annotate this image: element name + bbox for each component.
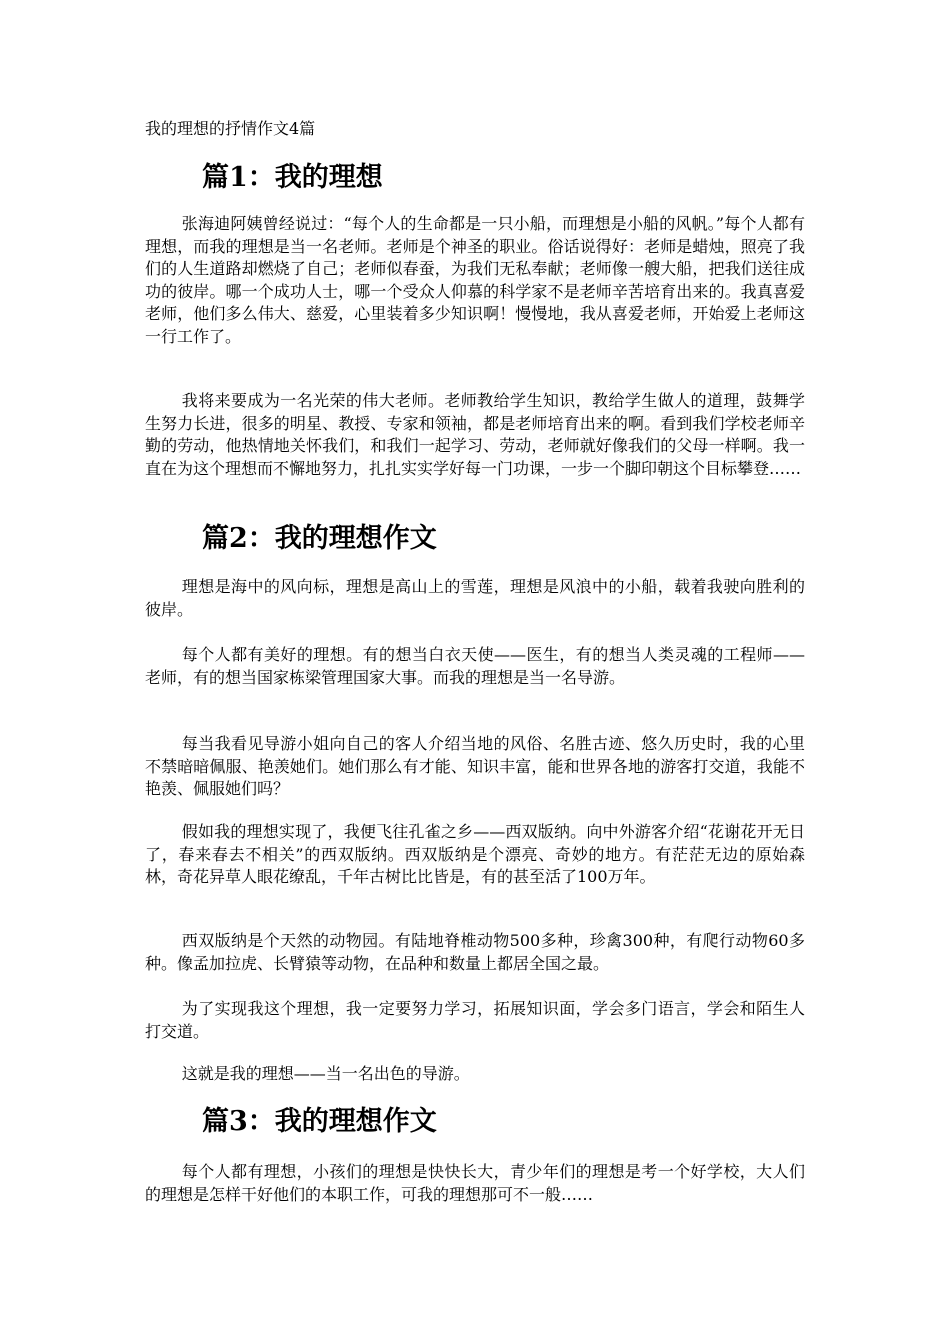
document-title: 我的理想的抒情作文4篇: [145, 119, 316, 138]
section-2-paragraph-7: 这就是我的理想——当一名出色的导游。: [181, 1064, 470, 1083]
section-3-paragraph-1: 每个人都有理想，小孩们的理想是快快长大，青少年们的理想是考一个好学校，大人们的理想是怎样干好他们的本职工作，可我的理想那可不一般……: [145, 1162, 805, 1204]
section-2-paragraph-1: 理想是海中的风向标，理想是高山上的雪莲，理想是风浪中的小船，载着我驶向胜利的彼岸。: [145, 577, 805, 619]
section-1-heading: 篇1：我的理想: [202, 162, 383, 193]
section-2-paragraph-5: 西双版纳是个天然的动物园。有陆地脊椎动物500多种，珍禽300种，有爬行动物60多种。像孟加拉虎、长臂猿等动物，在品种和数量上都居全国之最。: [145, 931, 805, 973]
section-2-paragraph-2: 每个人都有美好的理想。有的想当白衣天使——医生，有的想当人类灵魂的工程师——老师，有的想当国家栋梁管理国家大事。而我的理想是当一名导游。: [145, 645, 805, 687]
section-2-paragraph-3: 每当我看见导游小姐向自己的客人介绍当地的风俗、名胜古迹、悠久历史时，我的心里不禁暗暗佩服、艳羡她们。她们那么有才能、知识丰富，能和世界各地的游客打交道，我能不艳羡、佩服她们吗？: [145, 734, 805, 799]
section-3-heading: 篇3：我的理想作文: [202, 1106, 437, 1137]
section-2-paragraph-4: 假如我的理想实现了，我便飞往孔雀之乡——西双版纳。向中外游客介绍“花谢花开无日了，春来春去不相关”的西双版纳。西双版纳是个漂亮、奇妙的地方。有茫茫无边的原始森林，奇花异草人眼花缭乱，千年古树比比皆是，有的甚至活了100万年。: [145, 822, 805, 887]
section-1-paragraph-1: 张海迪阿姨曾经说过：“每个人的生命都是一只小船，而理想是小船的风帆。”每个人都有理想，而我的理想是当一名老师。老师是个神圣的职业。俗话说得好：老师是蜡烛，照亮了我们的人生道路却燃烧了自己；老师似春蚕，为我们无私奉献；老师像一艘大船，把我们送往成功的彼岸。哪一个成功人士，哪一个受众人仰慕的科学家不是老师辛苦培育出来的。我真喜爱老师，他们多么伟大、慈爱，心里装着多少知识啊！慢慢地，我从喜爱老师，开始爱上老师这一行工作了。: [145, 214, 805, 346]
section-1-paragraph-2: 我将来要成为一名光荣的伟大老师。老师教给学生知识，教给学生做人的道理，鼓舞学生努力长进，很多的明星、教授、专家和领袖，都是老师培育出来的啊。看到我们学校老师辛勤的劳动，他热情地关怀我们，和我们一起学习、劳动，老师就好像我们的父母一样啊。我一直在为这个理想而不懈地努力，扎扎实实学好每一门功课，一步一个脚印朝这个目标攀登……: [145, 391, 805, 478]
section-2-paragraph-6: 为了实现我这个理想，我一定要努力学习，拓展知识面，学会多门语言，学会和陌生人打交道。: [145, 999, 805, 1041]
section-2-heading: 篇2：我的理想作文: [202, 523, 437, 554]
